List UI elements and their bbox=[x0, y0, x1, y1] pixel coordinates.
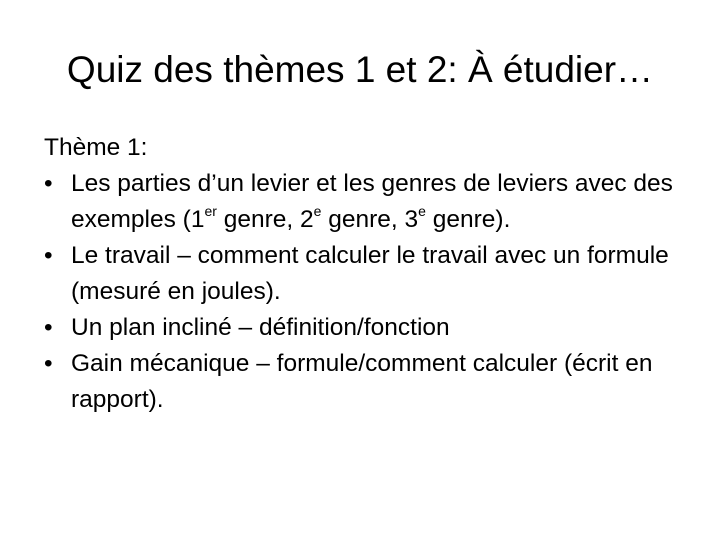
bullet-text: Le travail – comment calculer le travail avec un formule (mesuré en joules). bbox=[71, 242, 669, 305]
bullet-text: genre, 2 bbox=[216, 206, 314, 233]
bullet-text: Un plan incliné – définition/fonction bbox=[71, 314, 450, 341]
bullet-icon: • bbox=[44, 170, 53, 197]
bullet-text: Les parties d’un levier et les genres de leviers avec des exemples (1 bbox=[71, 170, 673, 233]
bullet-text: Gain mécanique – formule/comment calculer (écrit en rapport). bbox=[71, 350, 653, 413]
bullet-item-levers bbox=[44, 166, 694, 238]
bullet-text: genre, 3 bbox=[321, 206, 419, 233]
bullet-icon: • bbox=[44, 242, 53, 269]
bullet-icon: • bbox=[44, 350, 53, 377]
section-heading: Thème 1: bbox=[44, 134, 148, 161]
bullet-item-inclined-plane bbox=[44, 310, 694, 346]
bullet-item-mechanical-advantage bbox=[44, 346, 694, 418]
bullet-icon: • bbox=[44, 314, 53, 341]
bullet-item-work bbox=[44, 238, 694, 310]
ordinal-superscript: e bbox=[418, 202, 426, 219]
slide-title: Quiz des thèmes 1 et 2: À étudier… bbox=[66, 49, 654, 90]
slide-body bbox=[44, 130, 694, 418]
bullet-text: genre). bbox=[425, 206, 511, 233]
bullet-list bbox=[44, 166, 694, 418]
ordinal-superscript: er bbox=[204, 202, 217, 219]
ordinal-superscript: e bbox=[313, 202, 322, 219]
